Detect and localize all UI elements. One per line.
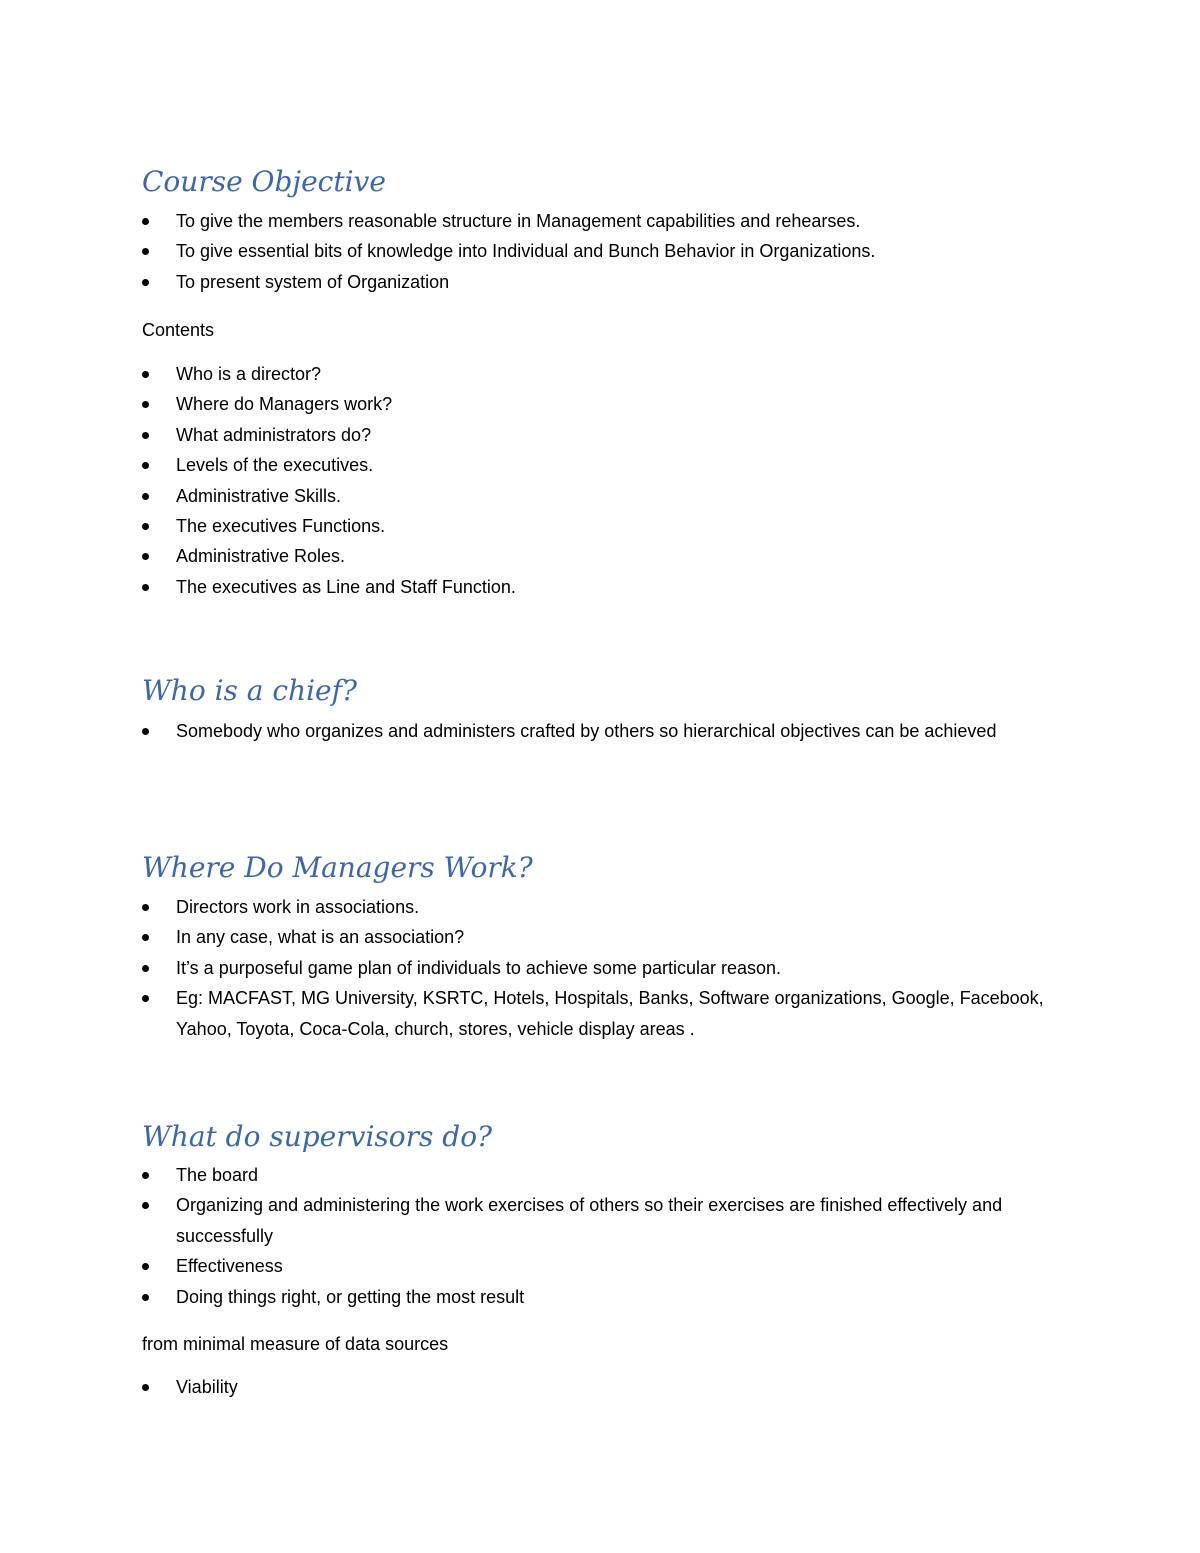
list-item: To present system of Organization: [0, 267, 1100, 297]
bullet-icon: [142, 462, 149, 469]
bullet-icon: [142, 523, 149, 530]
list-item: The executives Functions.: [0, 511, 1100, 541]
course-objective-list: [0, 206, 1100, 297]
bullet-icon: [142, 1172, 149, 1179]
what-supervisors-do-list: [0, 1160, 1100, 1312]
bullet-icon: [142, 1202, 149, 1209]
list-item: Doing things right, or getting the most result: [0, 1282, 1100, 1312]
list-item: What administrators do?: [0, 420, 1100, 450]
who-is-chief-list: [0, 716, 1100, 746]
list-item: To give the members reasonable structure in Management capabilities and rehearses.: [0, 206, 1100, 236]
bullet-icon: [142, 218, 149, 225]
contents-label: Contents: [142, 320, 215, 340]
bullet-icon: [142, 279, 149, 286]
list-item: Who is a director?: [0, 359, 1100, 389]
bullet-icon: [142, 904, 149, 911]
bullet-icon: [142, 584, 149, 591]
list-item: The board: [0, 1160, 1100, 1190]
list-item: In any case, what is an association?: [0, 922, 1100, 952]
list-item: It’s a purposeful game plan of individuals to achieve some particular reason.: [0, 953, 1100, 983]
list-item: To give essential bits of knowledge into Individual and Bunch Behavior in Organizations.: [0, 236, 1100, 266]
bullet-icon: [142, 934, 149, 941]
heading-course-objective: Course Objective: [142, 165, 386, 198]
list-item: Administrative Roles.: [0, 541, 1100, 571]
heading-where-managers-work: Where Do Managers Work?: [142, 851, 533, 884]
list-item: Somebody who organizes and administers crafted by others so hierarchical objectives can be achieved: [0, 716, 1100, 746]
bullet-icon: [142, 995, 149, 1002]
list-item: Viability: [0, 1372, 1100, 1402]
list-item: Directors work in associations.: [0, 892, 1100, 922]
contents-list: [0, 359, 1100, 602]
bullet-icon: [142, 493, 149, 500]
list-item: Eg: MACFAST, MG University, KSRTC, Hotels, Hospitals, Banks, Software organizations, Google, Facebook, Yahoo, Toyota, Coca-Cola, church, stores, vehicle display areas .: [0, 983, 1100, 1044]
where-managers-work-list: [0, 892, 1100, 1044]
bullet-icon: [142, 553, 149, 560]
heading-what-supervisors-do: What do supervisors do?: [142, 1120, 493, 1153]
viability-list: [0, 1372, 1100, 1402]
bullet-icon: [142, 248, 149, 255]
list-item: The executives as Line and Staff Function.: [0, 572, 1100, 602]
paragraph-data-sources: from minimal measure of data sources: [142, 1334, 449, 1354]
bullet-icon: [142, 728, 149, 735]
bullet-icon: [142, 432, 149, 439]
list-item: Administrative Skills.: [0, 481, 1100, 511]
bullet-icon: [142, 965, 149, 972]
bullet-icon: [142, 371, 149, 378]
list-item: Where do Managers work?: [0, 389, 1100, 419]
bullet-icon: [142, 1384, 149, 1391]
bullet-icon: [142, 1263, 149, 1270]
heading-who-is-chief: Who is a chief?: [142, 674, 358, 707]
bullet-icon: [142, 1294, 149, 1301]
list-item: Levels of the executives.: [0, 450, 1100, 480]
list-item: Organizing and administering the work exercises of others so their exercises are finished effectively and successfully: [0, 1190, 1100, 1251]
list-item: Effectiveness: [0, 1251, 1100, 1281]
bullet-icon: [142, 401, 149, 408]
